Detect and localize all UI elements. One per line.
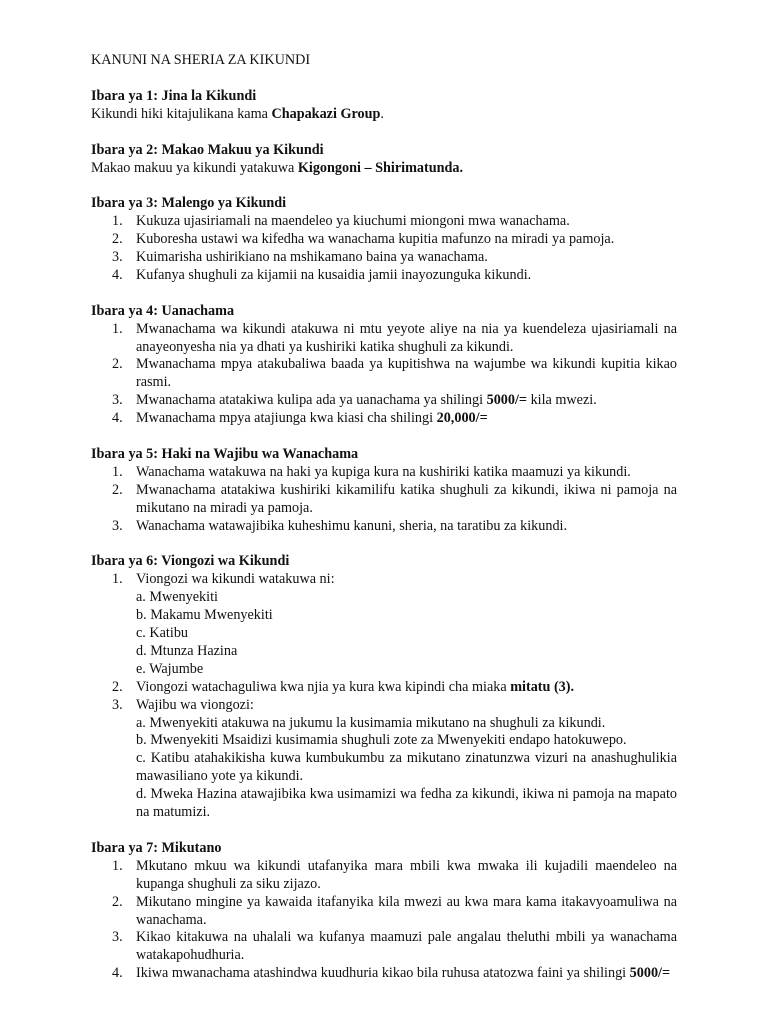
list-item [91,858,677,894]
item-number: 4. [112,965,123,982]
section-6 [91,553,677,822]
list-item [91,571,677,678]
item-number: 1. [112,571,123,588]
item-text: Kikao kitakuwa na uhalali wa kufanya maamuzi pale angalau theluthi mbili ya wanachama watakapohudhuria. [136,929,677,964]
item-number: 1. [112,213,123,230]
meetings-list [91,858,677,983]
text-part: Kikundi hiki kitajulikana kama [91,105,272,122]
item-text: Mkutano mkuu wa kikundi utafanyika mara mbili kwa mwaka ili kujadili maendeleo na kupanga shughuli za siku zijazo. [136,857,677,892]
list-item [91,697,677,822]
list-item [91,464,677,482]
item-text: Wanachama watawajibika kuheshimu kanuni, sheria, na taratibu za kikundi. [136,517,568,534]
fee-amount: 5000/= [486,392,528,409]
sub-item: a. Mwenyekiti [136,589,218,606]
item-number: 4. [112,266,123,283]
objectives-list [91,213,677,285]
term-length: mitatu (3). [510,678,575,695]
membership-list [91,321,677,428]
section-text [91,160,677,178]
sub-item: b. Mwenyekiti Msaidizi kusimamia shughuli zote za Mwenyekiti endapo hatokuwepo. [136,732,627,749]
item-number: 1. [112,320,123,337]
list-item [91,267,677,285]
item-text: Kuboresha ustawi wa kifedha wa wanachama kupitia mafunzo na miradi ya pamoja. [136,231,615,248]
text-part: . [380,105,384,122]
item-text: Viongozi wa kikundi watakuwa ni: [136,571,335,588]
section-heading: Ibara ya 3: Malengo ya Kikundi [91,195,287,212]
item-text: Ikiwa mwanachama atashindwa kuudhuria kikao bila ruhusa atatozwa faini ya shilingi [136,965,630,982]
list-item [91,894,677,930]
item-text: Kufanya shughuli za kijamii na kusaidia jamii inayozunguka kikundi. [136,266,532,283]
sub-item: d. Mtunza Hazina [136,642,238,659]
item-text: Mikutano mingine ya kawaida itafanyika kila mwezi au kwa mara kama itakavyoamuliwa na wanachama. [136,893,677,928]
section-heading: Ibara ya 2: Makao Makuu ya Kikundi [91,141,324,158]
list-item [91,410,677,428]
section-2 [91,142,677,178]
list-item [91,321,677,357]
list-item [91,965,677,983]
item-text: Wanachama watakuwa na haki ya kupiga kura na kushiriki katika maamuzi ya kikundi. [136,463,631,480]
document-title: KANUNI NA SHERIA ZA KIKUNDI [91,52,311,68]
item-number: 2. [112,356,123,373]
item-text: kila mwezi. [527,392,597,409]
item-text: Kukuza ujasiriamali na maendeleo ya kiuchumi miongoni mwa wanachama. [136,213,570,230]
item-number: 3. [112,392,123,409]
item-number: 3. [112,929,123,946]
item-number: 2. [112,893,123,910]
rights-list [91,464,677,536]
list-item [91,231,677,249]
list-item [91,249,677,267]
section-3 [91,195,677,285]
item-text: Mwanachama atatakiwa kulipa ada ya uanachama ya shilingi [136,392,487,409]
item-number: 3. [112,696,123,713]
item-number: 3. [112,517,123,534]
sub-item: e. Wajumbe [136,660,204,677]
section-5 [91,446,677,536]
item-text: Mwanachama mpya atakubaliwa baada ya kupitishwa na wajumbe wa kikundi kupitia kikao rasmi. [136,356,677,391]
item-number: 2. [112,481,123,498]
fine-amount: 5000/= [629,965,671,982]
fee-amount: 20,000/= [436,410,488,427]
text-part: Makao makuu ya kikundi yatakuwa [91,159,298,176]
sub-item: a. Mwenyekiti atakuwa na jukumu la kusimamia mikutano na shughuli za kikundi. [136,714,606,731]
item-number: 1. [112,463,123,480]
section-heading: Ibara ya 4: Uanachama [91,302,235,319]
item-text: Kuimarisha ushirikiano na mshikamano baina ya wanachama. [136,249,488,266]
list-item [91,482,677,518]
item-number: 4. [112,410,123,427]
item-text: Viongozi watachaguliwa kwa njia ya kura kwa kipindi cha miaka [136,678,511,695]
item-text: Mwanachama wa kikundi atakuwa ni mtu yeyote aliye na nia ya kuendeleza ujasiriamali na anayeonyesha nia ya dhati ya kushiriki katika shughuli za kikundi. [136,320,677,355]
document-page [91,52,677,1001]
section-7 [91,840,677,983]
sub-item: c. Katibu [136,625,189,642]
item-text: Wajibu wa viongozi: [136,696,254,713]
item-number: 2. [112,678,123,695]
leaders-list [91,571,677,822]
list-item [91,356,677,392]
section-heading: Ibara ya 5: Haki na Wajibu wa Wanachama [91,445,359,462]
list-item [91,679,677,697]
list-item [91,518,677,536]
headquarters-name: Kigongoni – Shirimatunda. [297,159,464,176]
sub-item: c. Katibu atahakikisha kuwa kumbukumbu za mikutano zinatunzwa vizuri na anashughulikia mawasiliano yote ya kikundi. [136,750,677,785]
item-number: 1. [112,857,123,874]
list-item [91,213,677,231]
sub-item: d. Mweka Hazina atawajibika kwa usimamizi wa fedha za kikundi, ikiwa ni pamoja na mapato na matumizi. [136,786,677,821]
section-1 [91,88,677,124]
item-number: 3. [112,249,123,266]
list-item [91,392,677,410]
sub-item: b. Makamu Mwenyekiti [136,607,273,624]
section-heading: Ibara ya 1: Jina la Kikundi [91,87,257,104]
list-item [91,929,677,965]
group-name: Chapakazi Group [271,105,381,122]
item-number: 2. [112,231,123,248]
section-heading: Ibara ya 7: Mikutano [91,839,222,856]
section-heading: Ibara ya 6: Viongozi wa Kikundi [91,553,290,570]
item-text: Mwanachama mpya atajiunga kwa kiasi cha shilingi [136,410,437,427]
section-4 [91,303,677,428]
section-text [91,106,677,124]
item-text: Mwanachama atatakiwa kushiriki kikamilifu katika shughuli za kikundi, ikiwa ni pamoja na mikutano na miradi ya pamoja. [136,481,677,516]
